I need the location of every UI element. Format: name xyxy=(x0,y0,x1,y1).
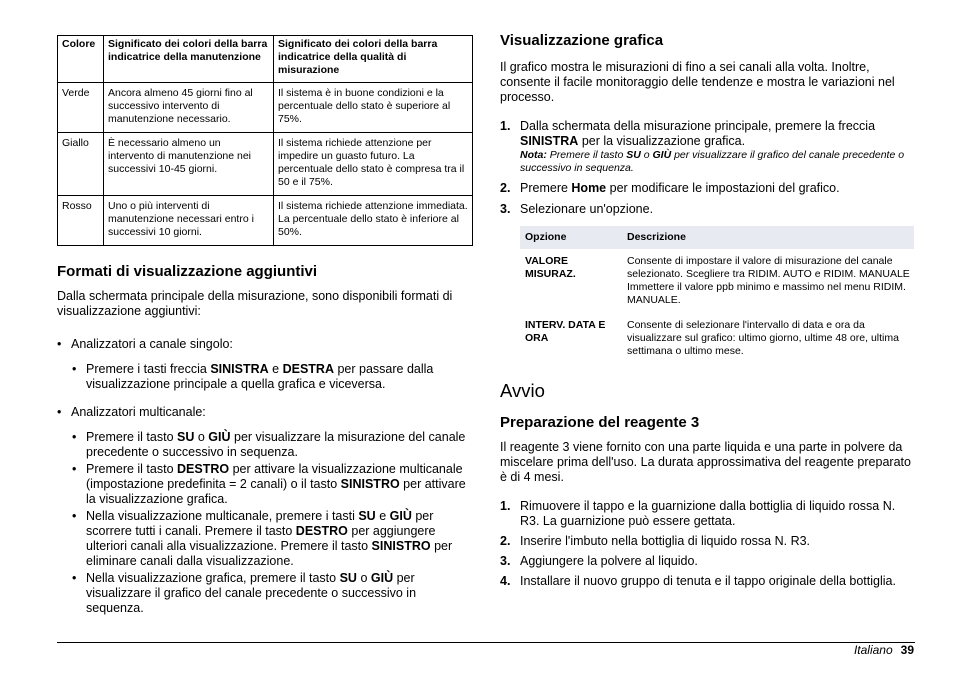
reagente-steps xyxy=(500,499,915,589)
reagente-intro: Il reagente 3 viene fornito con una parte liquida e una parte in polvere da miscelare prima dell'uso. La durata approssimativa del reagente preparato è di 4 mesi. xyxy=(500,440,911,484)
avvio-heading: Avvio xyxy=(500,380,545,401)
grafica-intro: Il grafico mostra le misurazioni di fino a sei canali alla volta. Inoltre, consente il facile monitoraggio delle tendenze e mostra le variazioni nel processo. xyxy=(500,60,895,104)
sub-bullet-item: • Premere il tasto DESTRO per attivare la visualizzazione multicanale (impostazione predefinita = 2 canali) o il tasto SINISTRO per attivare la visualizzazione grafica. xyxy=(86,462,472,507)
options-table-row xyxy=(520,313,914,364)
color-table-header-row xyxy=(58,36,473,83)
page-footer xyxy=(854,643,914,657)
options-table-row xyxy=(520,249,914,313)
reagente-heading: Preparazione del reagente 3 xyxy=(500,414,700,431)
color-meaning-cell: Il sistema richiede attenzione immediata. La percentuale dello stato è inferiore al 50%. xyxy=(274,196,473,246)
formati-heading: Formati di visualizzazione aggiuntivi xyxy=(57,263,318,280)
reagente-step: 2. Inserire l'imbuto nella bottiglia di liquido rossa N. R3. xyxy=(500,534,811,548)
color-meaning-cell: Uno o più interventi di manutenzione necessari entro i successivi 10 giorni. xyxy=(104,196,274,246)
option-description-cell: Consente di selezionare l'intervallo di data e ora da visualizzare sul grafico: ultimo giorno, ultime 48 ore, ultima settimana o ultimo mese. xyxy=(627,319,899,357)
sub-bullet-item: • Nella visualizzazione grafica, premere il tasto SU o GIÙ per visualizzare il grafico del canale precedente o successivo in sequenza. xyxy=(86,571,472,616)
grafica-step: 1. Dalla schermata della misurazione principale, premere la freccia SINISTRA per la visualizzazione grafica. Nota: Premere il tasto SU o GIÙ per visualizzare il grafico del canale precedente o successivo in sequenza. xyxy=(500,119,915,175)
bullet-item: • Analizzatori a canale singolo: xyxy=(71,337,472,352)
sub-bullet-item: • Premere il tasto SU o GIÙ per visualizzare la misurazione del canale precedente o successivo in sequenza. xyxy=(86,430,472,460)
options-table xyxy=(520,226,914,364)
color-table-row xyxy=(58,83,473,133)
reagente-step: 1. Rimuovere il tappo e la guarnizione dalla bottiglia di liquido rossa N. R3. La guarnizione può essere gettata. xyxy=(500,499,896,528)
options-table-header: Opzione xyxy=(520,226,622,249)
options-table-header-row xyxy=(520,226,914,249)
color-table-row xyxy=(58,133,473,196)
color-name-cell: Giallo xyxy=(58,133,104,196)
grafica-step: 3. Selezionare un'opzione. xyxy=(500,202,654,216)
reagente-step: 4. Installare il nuovo gruppo di tenuta e il tappo originale della bottiglia. xyxy=(500,574,896,588)
left-column xyxy=(57,35,472,616)
color-name-cell: Rosso xyxy=(58,196,104,246)
step-note: Nota: Premere il tasto SU o GIÙ per visualizzare il grafico del canale precedente o successivo in sequenza. xyxy=(520,149,905,174)
grafica-step: 2. Premere Home per modificare le impostazioni del grafico. xyxy=(500,181,840,195)
color-meaning-cell: È necessario almeno un intervento di manutenzione nei successivi 10-45 giorni. xyxy=(104,133,274,196)
color-table-header: Colore xyxy=(58,36,104,83)
grafica-heading: Visualizzazione grafica xyxy=(500,32,664,49)
option-name-cell: INTERV. DATA E ORA xyxy=(525,319,606,344)
sub-bullet-item: • Premere i tasti freccia SINISTRA e DESTRA per passare dalla visualizzazione principale a quella grafica e viceversa. xyxy=(86,362,472,392)
color-name-cell: Verde xyxy=(58,83,104,133)
color-meaning-cell: Ancora almeno 45 giorni fino al successivo intervento di manutenzione necessario. xyxy=(104,83,274,133)
color-meaning-cell: Il sistema è in buone condizioni e la percentuale dello stato è superiore al 75%. xyxy=(274,83,473,133)
sub-bullet-item: • Nella visualizzazione multicanale, premere i tasti SU e GIÙ per scorrere tutti i canali. Premere il tasto DESTRO per aggiungere ulteriori canali alla visualizzazione. Premere il tasto SINISTRO per eliminare canali dalla visualizzazione. xyxy=(86,509,472,569)
grafica-steps xyxy=(500,119,915,217)
color-meaning-table xyxy=(57,35,473,246)
option-description-cell: Consente di impostare il valore di misurazione del canale selezionato. Scegliere tra RIDIM. AUTO e RIDIM. MANUALE Immettere il valore ppb minimo e massimo nel menu RIDIM. MANUALE. xyxy=(627,255,910,306)
reagente-step: 3. Aggiungere la polvere al liquido. xyxy=(500,554,698,568)
footer-divider xyxy=(57,642,915,643)
color-table-row xyxy=(58,196,473,246)
formati-list xyxy=(57,337,472,616)
formati-intro: Dalla schermata principale della misurazione, sono disponibili formati di visualizzazione aggiuntivi: xyxy=(57,289,453,318)
bullet-item: • Analizzatori multicanale: xyxy=(71,405,472,420)
color-meaning-cell: Il sistema richiede attenzione per impedire un guasto futuro. La percentuale dello stato è compresa tra il 50 e il 75%. xyxy=(274,133,473,196)
page-number: 39 xyxy=(900,643,914,657)
color-table-header: Significato dei colori della barra indicatrice della qualità di misurazione xyxy=(274,36,473,83)
options-table-header: Descrizione xyxy=(622,226,914,249)
color-table-header: Significato dei colori della barra indicatrice della manutenzione xyxy=(104,36,274,83)
option-name-cell: VALORE MISURAZ. xyxy=(525,255,576,280)
right-column xyxy=(500,32,915,589)
footer-language: Italiano xyxy=(853,643,893,657)
